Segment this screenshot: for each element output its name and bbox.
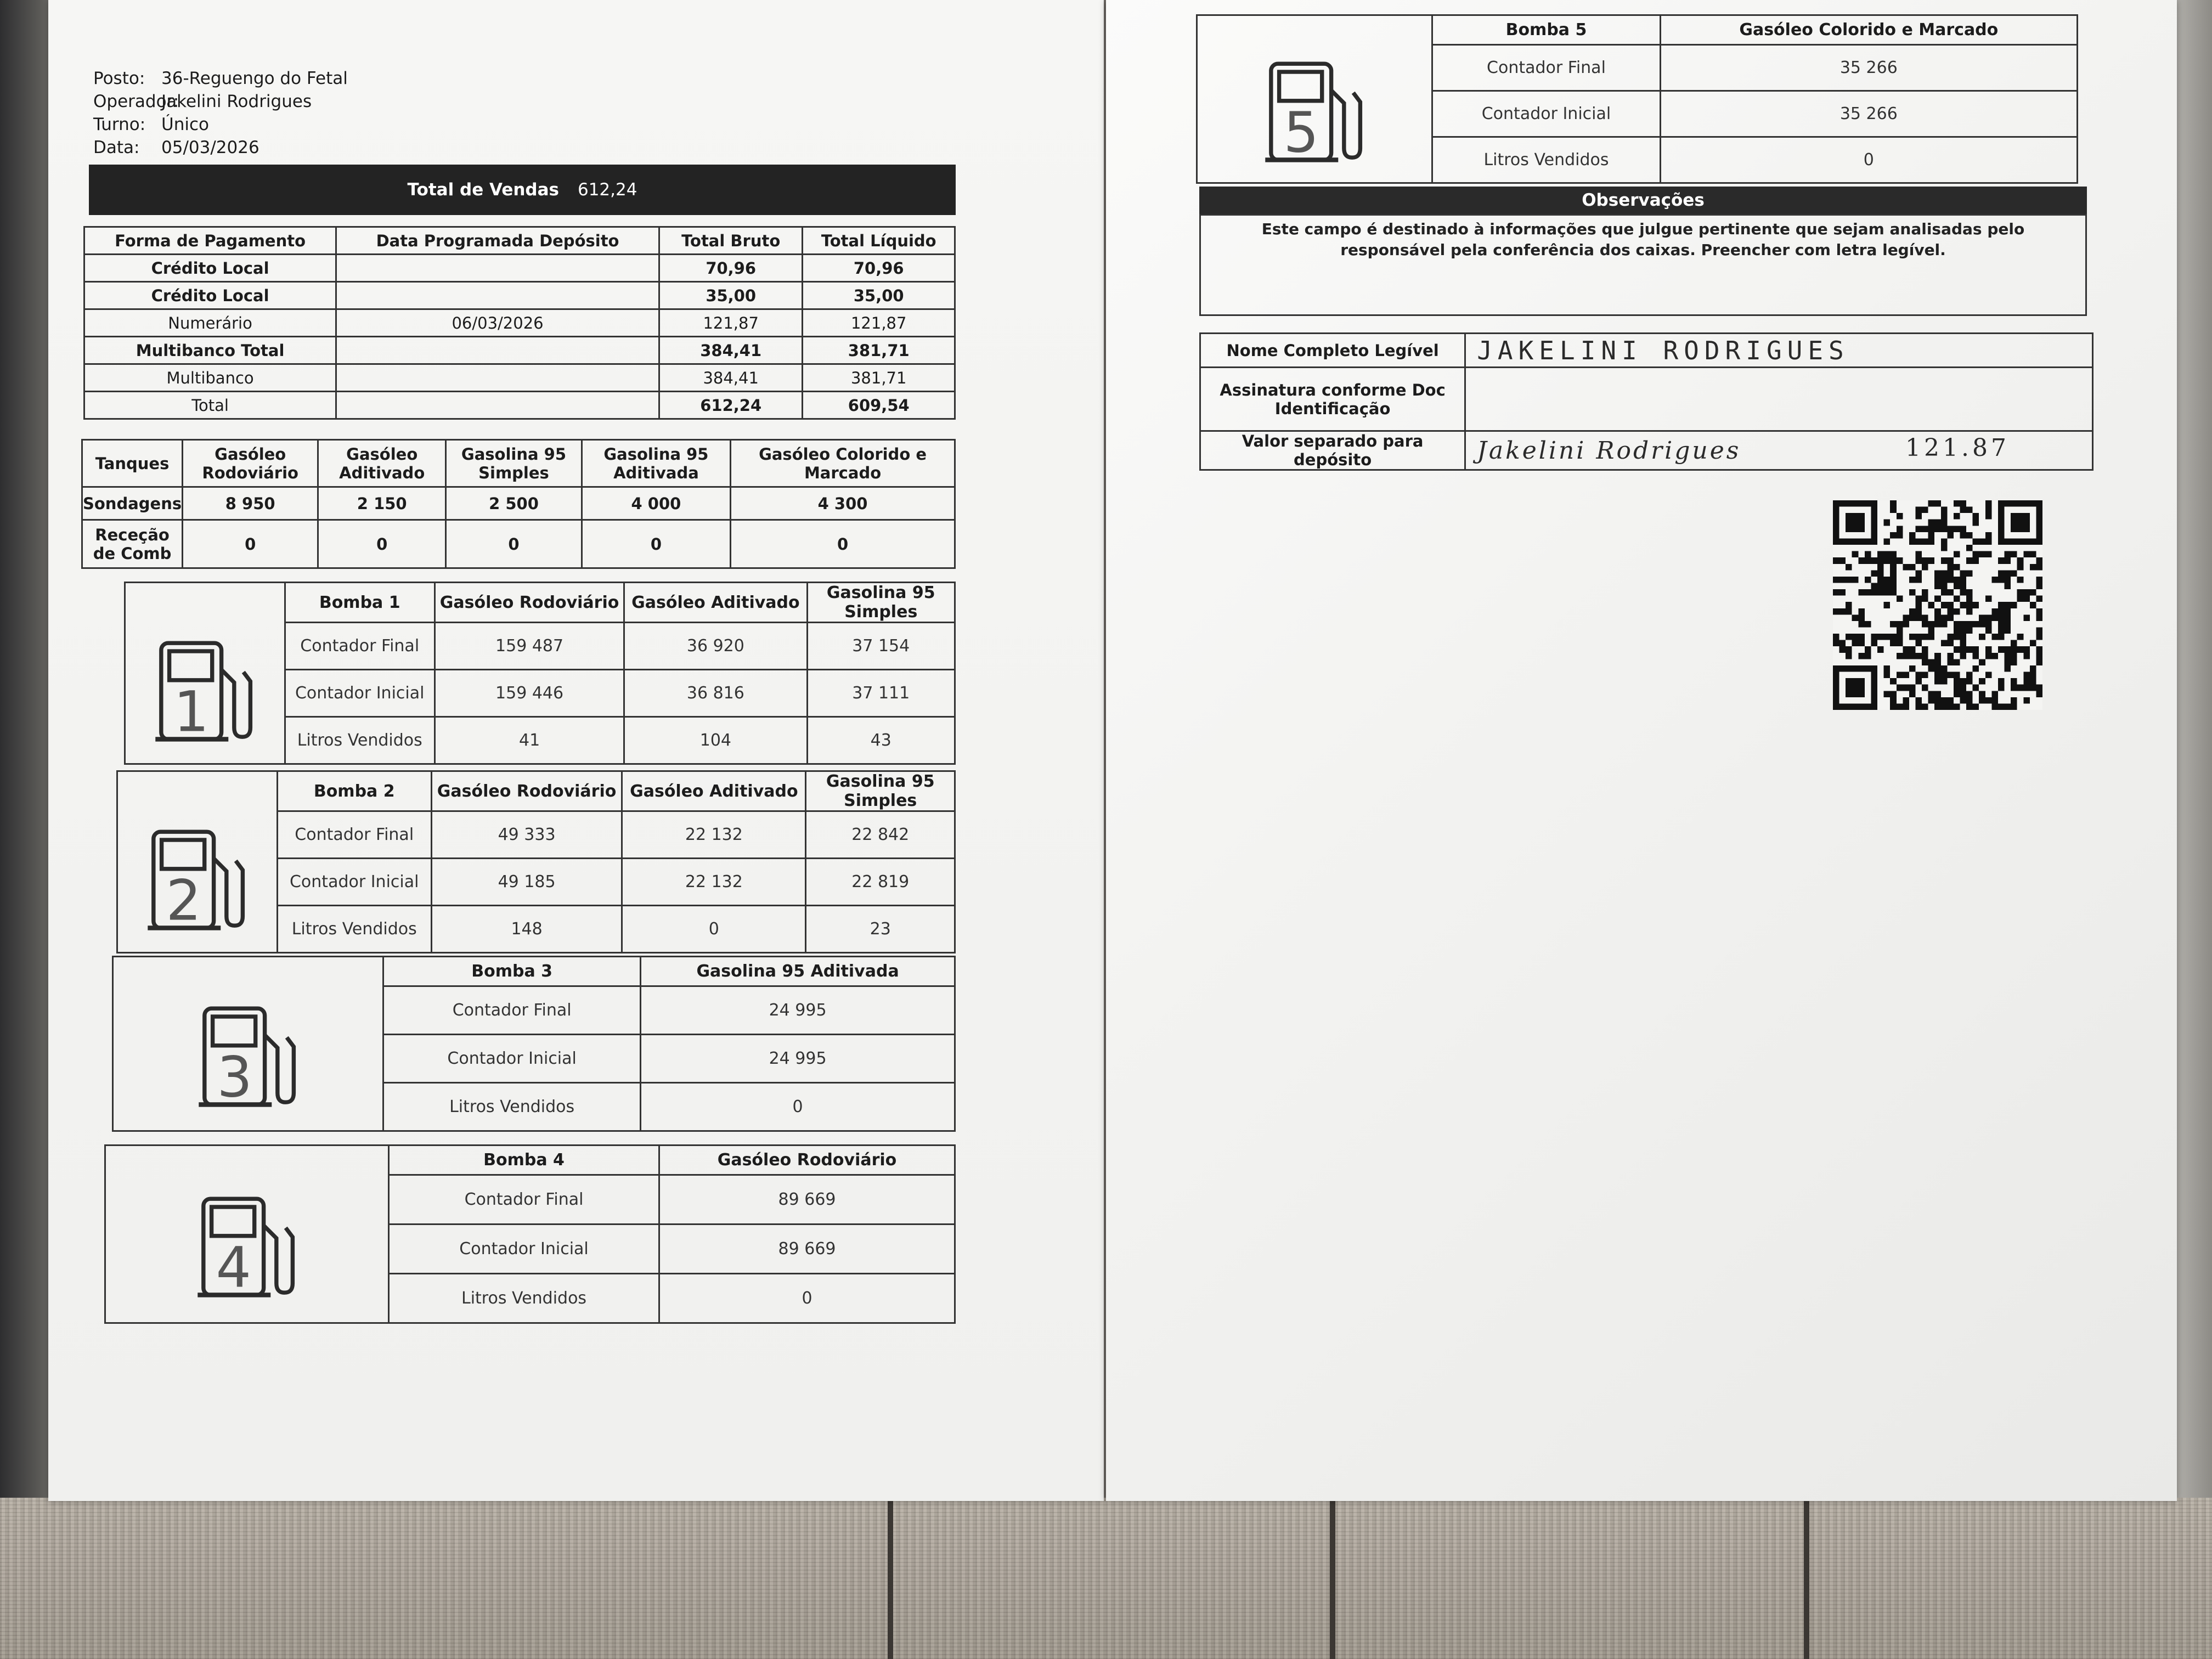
table-cell: 0 — [446, 520, 582, 568]
operador-label: Operador: — [93, 92, 179, 111]
bomba-1-title: Bomba 1 — [285, 583, 435, 623]
turno-label: Turno: — [93, 115, 146, 134]
col-total-liquido: Total Líquido — [803, 227, 955, 255]
fuel-header: Gasóleo Colorido e Marcado — [1660, 15, 2077, 45]
row-label: Contador Final — [1432, 45, 1660, 91]
col-fuel: Gasolina 95 Aditivada — [582, 440, 730, 487]
row-label: Contador Inicial — [285, 670, 435, 717]
fuel-header: Gasóleo Rodoviário — [431, 771, 622, 811]
table-cell: 0 — [582, 520, 730, 568]
bomba-1-table — [124, 582, 956, 765]
bomba-3-title: Bomba 3 — [383, 957, 641, 986]
table-cell: 43 — [807, 717, 955, 764]
signature-table — [1199, 332, 2094, 471]
row-label: Litros Vendidos — [277, 906, 431, 953]
fuel-header: Gasóleo Aditivado — [622, 771, 806, 811]
fuel-header: Gasóleo Rodoviário — [435, 583, 624, 623]
payments-table — [83, 226, 956, 420]
svg-text:1: 1 — [173, 679, 210, 744]
bomba-4-title: Bomba 4 — [389, 1146, 659, 1175]
table-row — [84, 364, 955, 392]
total-vendas-value: 612,24 — [577, 180, 637, 200]
cell-liquido: 70,96 — [803, 255, 955, 282]
bomba-5-table — [1196, 14, 2078, 184]
col-tanques: Tanques — [82, 440, 183, 487]
table-cell: 4 000 — [582, 487, 730, 520]
valor-label: Valor separado para depósito — [1200, 431, 1465, 470]
row-label: Contador Final — [383, 986, 641, 1035]
table-cell: 36 920 — [624, 623, 807, 670]
table-cell: 8 950 — [183, 487, 318, 520]
table-cell: 2 500 — [446, 487, 582, 520]
cell-data — [336, 337, 659, 364]
cell-data — [336, 392, 659, 419]
fuel-pump-icon — [117, 811, 278, 953]
observacoes-instructions: Este campo é destinado à informações que julgue pertinente que sejam analisadas pelo responsável pela conferência dos caixas. Preencher com letra legível. — [1261, 220, 2025, 259]
row-label: Receção de Comb — [82, 520, 183, 568]
row-label: Contador Final — [285, 623, 435, 670]
table-cell: 0 — [731, 520, 955, 568]
nome-handwritten: JAKELINI RODRIGUES — [1477, 335, 1849, 365]
svg-text:3: 3 — [217, 1045, 253, 1110]
cell-forma: Crédito Local — [84, 255, 336, 282]
assinatura-field[interactable] — [1465, 368, 2093, 431]
table-row — [1197, 45, 2078, 91]
table-row — [84, 255, 955, 282]
bomba-4-table — [104, 1144, 956, 1324]
total-vendas-bar — [89, 165, 956, 215]
table-cell: 35 266 — [1660, 45, 2077, 91]
table-cell: 0 — [318, 520, 446, 568]
data-label: Data: — [93, 138, 140, 157]
bomba-1-icon-top — [125, 583, 285, 623]
handwritten-signature: Jakelini Rodrigues — [1477, 436, 1741, 465]
table-cell: 22 842 — [806, 811, 955, 859]
table-cell: 49 185 — [431, 859, 622, 906]
cell-liquido: 35,00 — [803, 282, 955, 309]
table-cell: 104 — [624, 717, 807, 764]
fuel-pump-icon — [113, 986, 383, 1131]
fuel-pump-icon — [125, 623, 285, 764]
posto-value: 36-Reguengo do Fetal — [161, 69, 348, 88]
table-cell: 24 995 — [641, 986, 955, 1035]
valor-field[interactable] — [1465, 431, 2093, 470]
bomba-3-icon-top — [113, 957, 383, 986]
row-label: Contador Final — [277, 811, 431, 859]
row-label: Contador Inicial — [389, 1224, 659, 1274]
table-cell: 37 111 — [807, 670, 955, 717]
cell-liquido: 609,54 — [803, 392, 955, 419]
col-total-bruto: Total Bruto — [659, 227, 803, 255]
table-row — [105, 1175, 955, 1224]
cell-bruto: 384,41 — [659, 364, 803, 392]
fuel-header: Gasolina 95 Simples — [807, 583, 955, 623]
row-label: Litros Vendidos — [285, 717, 435, 764]
table-cell: 148 — [431, 906, 622, 953]
bomba-5-icon-top — [1197, 15, 1432, 45]
table-cell: 4 300 — [731, 487, 955, 520]
desk-surface — [0, 1498, 2212, 1659]
qr-code — [1829, 500, 2046, 710]
table-cell: 37 154 — [807, 623, 955, 670]
fuel-header: Gasóleo Aditivado — [624, 583, 807, 623]
table-row — [84, 309, 955, 337]
table-cell: 0 — [641, 1083, 955, 1131]
row-label: Contador Inicial — [277, 859, 431, 906]
assinatura-label: Assinatura conforme Doc Identificação — [1200, 368, 1465, 431]
table-cell: 89 669 — [659, 1224, 955, 1274]
table-row-rececao — [82, 520, 955, 568]
table-cell: 22 132 — [622, 811, 806, 859]
table-cell: 0 — [1660, 137, 2077, 183]
observacoes-field[interactable] — [1199, 214, 2087, 316]
total-vendas-label: Total de Vendas — [407, 180, 559, 200]
table-cell: 41 — [435, 717, 624, 764]
table-cell: 0 — [659, 1274, 955, 1323]
fuel-header: Gasolina 95 Aditivada — [641, 957, 955, 986]
fuel-header: Gasolina 95 Simples — [806, 771, 955, 811]
svg-text:4: 4 — [216, 1235, 251, 1300]
valor-handwritten: 121.87 — [1905, 434, 2010, 462]
table-row — [84, 282, 955, 309]
row-label: Litros Vendidos — [1432, 137, 1660, 183]
col-fuel: Gasóleo Rodoviário — [183, 440, 318, 487]
cell-forma: Multibanco Total — [84, 337, 336, 364]
cell-data: 06/03/2026 — [336, 309, 659, 337]
table-cell: 22 132 — [622, 859, 806, 906]
bomba-2-title: Bomba 2 — [277, 771, 431, 811]
nome-label: Nome Completo Legível — [1200, 334, 1465, 368]
bomba-3-table — [112, 956, 956, 1132]
table-cell: 159 487 — [435, 623, 624, 670]
cell-bruto: 35,00 — [659, 282, 803, 309]
cell-bruto: 121,87 — [659, 309, 803, 337]
turno-value: Único — [161, 115, 209, 134]
table-cell: 0 — [622, 906, 806, 953]
col-fuel: Gasóleo Aditivado — [318, 440, 446, 487]
fuel-pump-icon — [105, 1175, 389, 1323]
table-cell: 24 995 — [641, 1035, 955, 1083]
row-label: Litros Vendidos — [383, 1083, 641, 1131]
table-cell: 159 446 — [435, 670, 624, 717]
table-row — [125, 623, 955, 670]
table-header-row — [84, 227, 955, 255]
cell-bruto: 612,24 — [659, 392, 803, 419]
shift-info — [93, 67, 348, 159]
col-fuel: Gasolina 95 Simples — [446, 440, 582, 487]
cell-liquido: 381,71 — [803, 364, 955, 392]
row-label: Contador Final — [389, 1175, 659, 1224]
operador-value: Jakelini Rodrigues — [161, 92, 312, 111]
table-cell: 89 669 — [659, 1175, 955, 1224]
table-row — [1200, 334, 2093, 368]
cell-forma: Crédito Local — [84, 282, 336, 309]
row-label: Contador Inicial — [383, 1035, 641, 1083]
table-row — [1200, 431, 2093, 470]
table-cell: 0 — [183, 520, 318, 568]
tanks-table — [81, 439, 956, 569]
table-row — [1200, 368, 2093, 431]
bomba-2-icon-top — [117, 771, 278, 811]
col-data-deposito: Data Programada Depósito — [336, 227, 659, 255]
table-cell: 2 150 — [318, 487, 446, 520]
table-row-sondagens — [82, 487, 955, 520]
cell-bruto: 384,41 — [659, 337, 803, 364]
cell-forma: Multibanco — [84, 364, 336, 392]
table-cell: 49 333 — [431, 811, 622, 859]
col-forma-pagamento: Forma de Pagamento — [84, 227, 336, 255]
cell-forma: Numerário — [84, 309, 336, 337]
table-row — [84, 392, 955, 419]
row-label: Sondagens — [82, 487, 183, 520]
bomba-5-title: Bomba 5 — [1432, 15, 1660, 45]
bomba-4-icon-top — [105, 1146, 389, 1175]
svg-text:2: 2 — [166, 868, 202, 933]
cell-data — [336, 282, 659, 309]
cell-liquido: 381,71 — [803, 337, 955, 364]
cell-liquido: 121,87 — [803, 309, 955, 337]
table-header-row — [82, 440, 955, 487]
table-cell: 36 816 — [624, 670, 807, 717]
cell-bruto: 70,96 — [659, 255, 803, 282]
cell-forma: Total — [84, 392, 336, 419]
fuel-pump-icon — [1197, 45, 1432, 183]
table-cell: 23 — [806, 906, 955, 953]
table-cell: 35 266 — [1660, 91, 2077, 137]
data-value: 05/03/2026 — [161, 138, 259, 157]
table-row — [113, 986, 955, 1035]
row-label: Contador Inicial — [1432, 91, 1660, 137]
cell-data — [336, 255, 659, 282]
row-label: Litros Vendidos — [389, 1274, 659, 1323]
bomba-2-table — [116, 770, 956, 953]
posto-label: Posto: — [93, 69, 145, 88]
nome-field[interactable] — [1465, 334, 2093, 368]
table-row — [84, 337, 955, 364]
table-cell: 22 819 — [806, 859, 955, 906]
observacoes-title: Observações — [1199, 187, 2087, 214]
svg-text:5: 5 — [1283, 100, 1319, 165]
fuel-header: Gasóleo Rodoviário — [659, 1146, 955, 1175]
table-row — [117, 811, 955, 859]
col-fuel: Gasóleo Colorido e Marcado — [731, 440, 955, 487]
cell-data — [336, 364, 659, 392]
